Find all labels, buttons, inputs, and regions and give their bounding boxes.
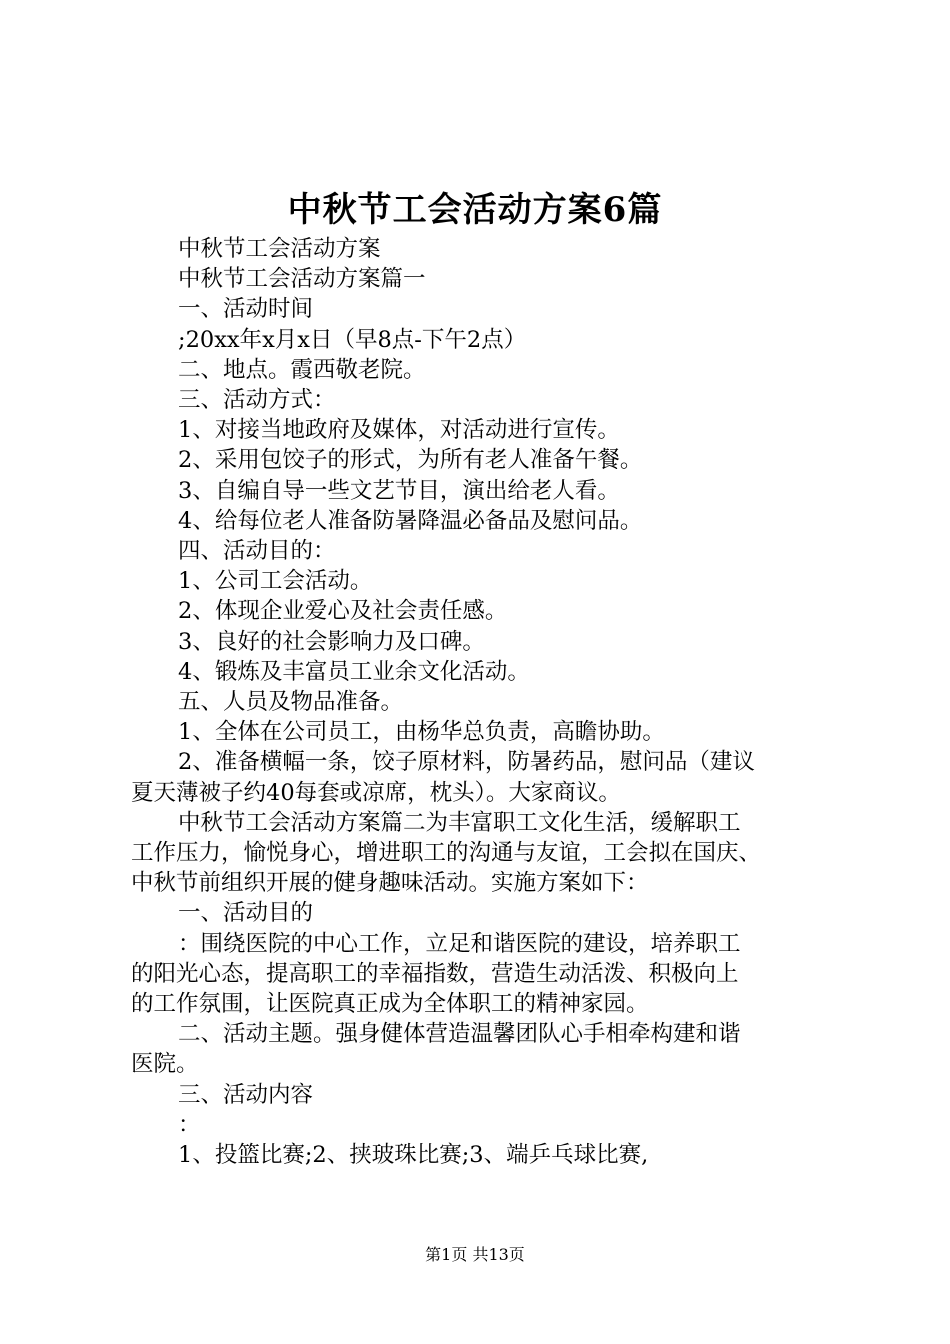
paragraph-line: 中秋节前组织开展的健身趣味活动。实施方案如下： (131, 870, 649, 897)
document-body (131, 234, 851, 1170)
text-line: 一、活动时间 (178, 296, 314, 323)
paragraph-line: 中秋节工会活动方案篇二为丰富职工文化生活，缓解职工 (178, 809, 741, 836)
text-line: 1、投篮比赛;2、挟玻珠比赛;3、端乒乓球比赛, (178, 1142, 649, 1169)
text-line: 3、自编自导一些文艺节目，演出给老人看。 (178, 477, 620, 504)
text-line: ;20xx年x月x日（早8点-下午2点） (178, 326, 527, 353)
section-heading: 三、活动内容 (178, 1081, 314, 1108)
paragraph-line: 2、准备横幅一条，饺子原材料，防暑药品，慰问品（建议 (178, 749, 755, 776)
paragraph-line: 医院。 (131, 1051, 199, 1078)
paragraph-line: 工作压力，愉悦身心，增进职工的沟通与友谊，工会拟在国庆、 (131, 840, 762, 867)
paragraph-line: ：围绕医院的中心工作，立足和谐医院的建设，培养职工 (178, 930, 741, 957)
text-line: ： (178, 1111, 201, 1138)
text-line: 三、活动方式： (178, 387, 336, 414)
text-line: 五、人员及物品准备。 (178, 689, 404, 716)
text-line: 四、活动目的： (178, 538, 336, 565)
paragraph-line: 夏天薄被子约40每套或凉席，枕头）。大家商议。 (131, 779, 621, 806)
text-line: 2、采用包饺子的形式，为所有老人准备午餐。 (178, 447, 643, 474)
text-line: 3、良好的社会影响力及口碑。 (178, 628, 485, 655)
text-line: 4、给每位老人准备防暑降温必备品及慰问品。 (178, 507, 643, 534)
paragraph-line: 二、活动主题。强身健体营造温馨团队心手相牵构建和谐 (178, 1021, 741, 1048)
paragraph-line: 的工作氛围，让医院真正成为全体职工的精神家园。 (131, 991, 649, 1018)
text-line: 4、锻炼及丰富员工业余文化活动。 (178, 658, 530, 685)
text-line: 1、全体在公司员工，由杨华总负责，高瞻协助。 (178, 719, 665, 746)
text-line: 2、体现企业爱心及社会责任感。 (178, 598, 508, 625)
text-line: 二、地点。霞西敬老院。 (178, 356, 426, 383)
document-title: 中秋节工会活动方案6篇 (287, 190, 663, 230)
text-line: 1、公司工会活动。 (178, 568, 373, 595)
paragraph-line: 的阳光心态，提高职工的幸福指数，营造生动活泼、积极向上 (131, 960, 739, 987)
section-heading: 一、活动目的 (178, 900, 314, 927)
text-line: 1、对接当地政府及媒体，对活动进行宣传。 (178, 417, 620, 444)
page-footer: 第1页 共13页 (425, 1245, 525, 1264)
text-line: 中秋节工会活动方案 (178, 236, 381, 262)
text-line: 中秋节工会活动方案篇一 (178, 266, 426, 293)
